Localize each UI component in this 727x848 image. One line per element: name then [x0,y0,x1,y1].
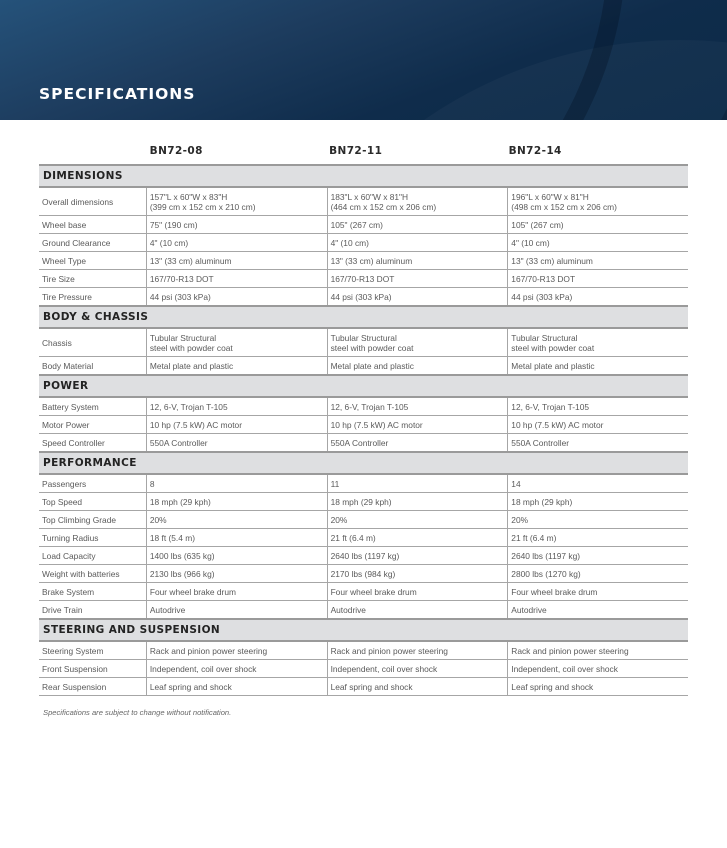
spec-value-line: steel with powder coat [149,343,233,353]
spec-value [146,188,327,215]
model-column-header: BN72-11 [329,145,383,157]
spec-value-line: Tubular Structural [511,333,578,343]
spec-value: 12, 6-V, Trojan T-105 [507,398,688,415]
spec-value: 20% [327,511,508,528]
spec-row [39,398,688,416]
spec-row [39,511,688,529]
spec-value: 75" (190 cm) [146,216,327,233]
spec-row [39,583,688,601]
spec-value: Metal plate and plastic [507,357,688,374]
spec-row [39,475,688,493]
spec-row [39,547,688,565]
spec-value: 10 hp (7.5 kW) AC motor [327,416,508,433]
spec-value: 18 mph (29 kph) [327,493,508,510]
spec-row [39,434,688,453]
spec-row [39,216,688,234]
section-header: PERFORMANCE [39,453,688,475]
spec-label: Ground Clearance [42,238,111,248]
page-title: SPECIFICATIONS [39,85,196,103]
spec-value: Metal plate and plastic [327,357,508,374]
model-column-header: BN72-14 [508,145,562,157]
spec-value: 10 hp (7.5 kW) AC motor [146,416,327,433]
spec-value: Independent, coil over shock [146,660,327,677]
header-banner [0,0,727,120]
spec-value-line: (399 cm x 152 cm x 210 cm) [149,202,256,212]
spec-value: 10 hp (7.5 kW) AC motor [507,416,688,433]
spec-row [39,660,688,678]
spec-value: 44 psi (303 kPa) [146,288,327,305]
spec-label: Top Speed [42,497,83,507]
spec-value: 21 ft (6.4 m) [507,529,688,546]
spec-label: Motor Power [42,420,90,430]
spec-label: Tire Pressure [42,292,92,302]
spec-value: 20% [146,511,327,528]
spec-value: 12, 6-V, Trojan T-105 [327,398,508,415]
spec-row [39,678,688,696]
spec-value: 18 mph (29 kph) [146,493,327,510]
spec-value: Leaf spring and shock [327,678,508,695]
spec-row [39,642,688,660]
section-header: POWER [39,376,688,398]
spec-value [327,329,508,356]
spec-value: 12, 6-V, Trojan T-105 [146,398,327,415]
spec-row [39,357,688,376]
spec-value: 13" (33 cm) aluminum [507,252,688,269]
spec-label: Speed Controller [42,438,105,448]
spec-row [39,188,688,216]
spec-value: 44 psi (303 kPa) [507,288,688,305]
spec-label: Wheel base [42,220,87,230]
spec-value: 14 [507,475,688,492]
spec-value: Autodrive [146,601,327,618]
spec-value: 4" (10 cm) [327,234,508,251]
section-header: BODY & CHASSIS [39,307,688,329]
spec-value: Four wheel brake drum [146,583,327,600]
spec-value: 18 ft (5.4 m) [146,529,327,546]
spec-value: 167/70-R13 DOT [146,270,327,287]
spec-label: Body Material [42,361,94,371]
spec-row [39,329,688,357]
spec-label: Turning Radius [42,533,99,543]
spec-value: 105" (267 cm) [507,216,688,233]
spec-label: Overall dimensions [42,197,114,207]
spec-value-line: 196"L x 60"W x 81"H [511,192,589,202]
spec-value-line: steel with powder coat [330,343,414,353]
spec-value: 13" (33 cm) aluminum [327,252,508,269]
spec-label: Wheel Type [42,256,87,266]
spec-value: Rack and pinion power steering [507,642,688,659]
spec-label: Chassis [42,338,72,348]
spec-value: Independent, coil over shock [327,660,508,677]
spec-value: Four wheel brake drum [327,583,508,600]
spec-sections [39,166,688,696]
spec-label: Weight with batteries [42,569,120,579]
spec-value: Autodrive [327,601,508,618]
spec-value: 2800 lbs (1270 kg) [507,565,688,582]
spec-label: Rear Suspension [42,682,107,692]
spec-value: Leaf spring and shock [507,678,688,695]
spec-label: Battery System [42,402,99,412]
spec-value-line: (498 cm x 152 cm x 206 cm) [511,202,617,212]
section-header: DIMENSIONS [39,166,688,188]
spec-value [146,329,327,356]
spec-value-line: Tubular Structural [149,333,217,343]
spec-value: Independent, coil over shock [507,660,688,677]
spec-label: Brake System [42,587,95,597]
spec-value: 4" (10 cm) [146,234,327,251]
spec-value [507,188,688,215]
spec-value: 167/70-R13 DOT [327,270,508,287]
spec-value: 550A Controller [146,434,327,451]
spec-value [327,188,508,215]
specifications-table [39,144,688,717]
spec-value: 167/70-R13 DOT [507,270,688,287]
spec-value: 105" (267 cm) [327,216,508,233]
spec-value-line: 157"L x 60"W x 83"H [149,192,228,202]
spec-label: Passengers [42,479,87,489]
spec-value: 1400 lbs (635 kg) [146,547,327,564]
spec-value: 44 psi (303 kPa) [327,288,508,305]
spec-value: 2130 lbs (966 kg) [146,565,327,582]
spec-value: Rack and pinion power steering [146,642,327,659]
spec-row [39,565,688,583]
model-column-header: BN72-08 [149,145,203,157]
spec-value: 8 [146,475,327,492]
spec-row [39,288,688,307]
spec-row [39,601,688,620]
spec-label: Drive Train [42,605,83,615]
spec-value: 2640 lbs (1197 kg) [507,547,688,564]
spec-value: Four wheel brake drum [507,583,688,600]
spec-label: Tire Size [42,274,75,284]
spec-value: Leaf spring and shock [146,678,327,695]
model-header-row [39,144,688,166]
spec-value: Autodrive [507,601,688,618]
spec-label: Steering System [42,646,104,656]
spec-row [39,493,688,511]
spec-value-line: Tubular Structural [330,333,397,343]
spec-value: 21 ft (6.4 m) [327,529,508,546]
spec-row [39,529,688,547]
spec-value: 550A Controller [507,434,688,451]
footnote: Specifications are subject to change without notification. [43,708,232,717]
spec-value: 2170 lbs (984 kg) [327,565,508,582]
spec-value-line: steel with powder coat [511,343,595,353]
spec-label: Front Suspension [42,664,108,674]
section-header: STEERING AND SUSPENSION [39,620,688,642]
spec-value-line: 183"L x 60"W x 81"H [330,192,409,202]
spec-row [39,252,688,270]
spec-value [507,329,688,356]
spec-label: Load Capacity [42,551,96,561]
spec-value: 11 [327,475,508,492]
spec-value-line: (464 cm x 152 cm x 206 cm) [330,202,437,212]
spec-row [39,416,688,434]
spec-row [39,270,688,288]
spec-value: 2640 lbs (1197 kg) [327,547,508,564]
spec-row [39,234,688,252]
spec-label: Top Climbing Grade [42,515,117,525]
spec-value: 20% [507,511,688,528]
spec-value: 13" (33 cm) aluminum [146,252,327,269]
spec-value: Rack and pinion power steering [327,642,508,659]
spec-value: Metal plate and plastic [146,357,327,374]
spec-value: 18 mph (29 kph) [507,493,688,510]
spec-value: 550A Controller [327,434,508,451]
spec-value: 4" (10 cm) [507,234,688,251]
